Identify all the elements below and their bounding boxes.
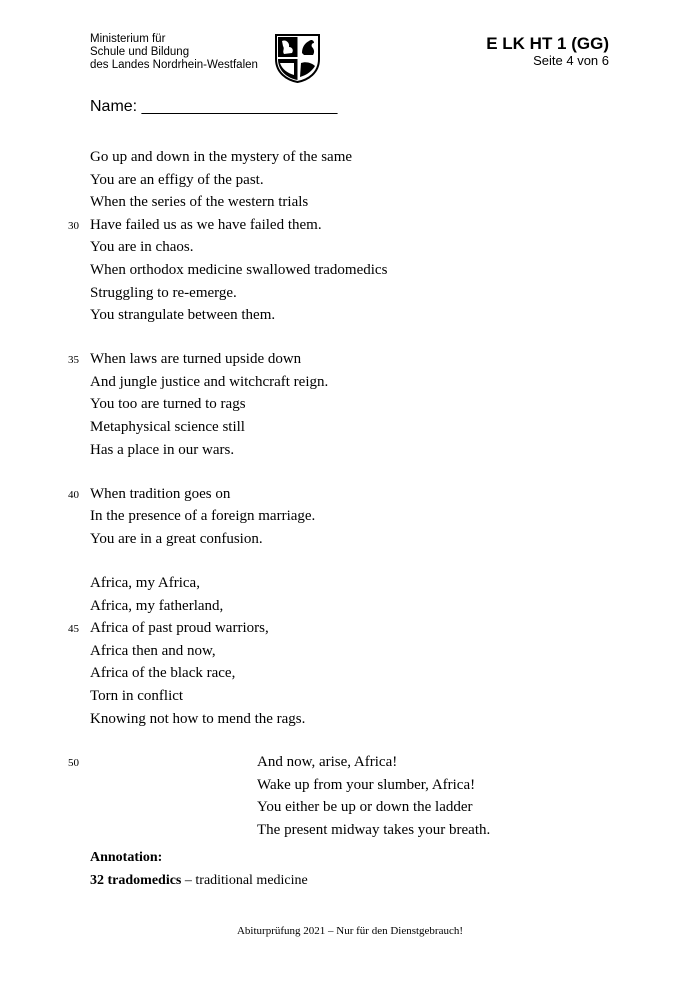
nrw-crest-logo (274, 33, 321, 83)
poem-line: You are in chaos. (90, 239, 194, 255)
exam-code: E LK HT 1 (GG) (486, 34, 609, 53)
ministry-line-2: Schule und Bildung (90, 46, 190, 58)
poem-line: Struggling to re-emerge. (90, 285, 237, 301)
poem-line: You strangulate between them. (90, 307, 276, 323)
line-number: 30 (68, 220, 79, 232)
poem-line: Knowing not how to mend the rags. (90, 711, 306, 727)
poem-line: You are in a great confusion. (90, 531, 263, 547)
name-field: Name: ______________________ (90, 98, 338, 115)
annotation-definition: – traditional medicine (181, 873, 308, 888)
line-number: 50 (68, 757, 79, 769)
poem-line: You too are turned to rags (90, 396, 246, 412)
page-indicator: Seite 4 von 6 (533, 53, 609, 68)
poem-line: Torn in conflict (90, 688, 184, 704)
annotation-heading: Annotation: (90, 850, 163, 865)
poem-line: Africa then and now, (90, 643, 216, 659)
poem-line: Africa, my fatherland, (90, 598, 224, 614)
annotation-entry (90, 873, 308, 889)
poem-line: When tradition goes on (90, 486, 231, 502)
line-number: 40 (68, 489, 79, 501)
annotation-term: 32 tradomedics (90, 873, 182, 888)
poem-line: You are an effigy of the past. (90, 172, 264, 188)
poem-line: And jungle justice and witchcraft reign. (90, 374, 329, 390)
poem-line: Wake up from your slumber, Africa! (257, 777, 476, 793)
poem-line: Have failed us as we have failed them. (90, 217, 322, 233)
poem-line: Africa, my Africa, (90, 575, 200, 591)
poem-line: Africa of the black race, (90, 665, 236, 681)
poem-line: When laws are turned upside down (90, 351, 302, 367)
line-number: 35 (68, 354, 79, 366)
poem-line: Go up and down in the mystery of the same (90, 149, 353, 165)
poem-line: When orthodox medicine swallowed tradomedics (90, 262, 388, 278)
exam-code-block (486, 34, 609, 68)
poem-line: Has a place in our wars. (90, 442, 235, 458)
ministry-name (90, 33, 258, 72)
poem-line: When the series of the western trials (90, 194, 309, 210)
poem-line: In the presence of a foreign marriage. (90, 508, 316, 524)
poem-line: Metaphysical science still (90, 419, 245, 435)
poem-line: Africa of past proud warriors, (90, 620, 269, 636)
line-number: 45 (68, 623, 79, 635)
poem-line: The present midway takes your breath. (257, 822, 491, 838)
poem-line: You either be up or down the ladder (257, 799, 473, 815)
ministry-line-3: des Landes Nordrhein-Westfalen (90, 59, 258, 71)
page-footer: Abiturprüfung 2021 – Nur für den Dienstgebrauch! (236, 925, 464, 937)
ministry-line-1: Ministerium für (90, 33, 166, 45)
poem-line: And now, arise, Africa! (257, 754, 398, 770)
